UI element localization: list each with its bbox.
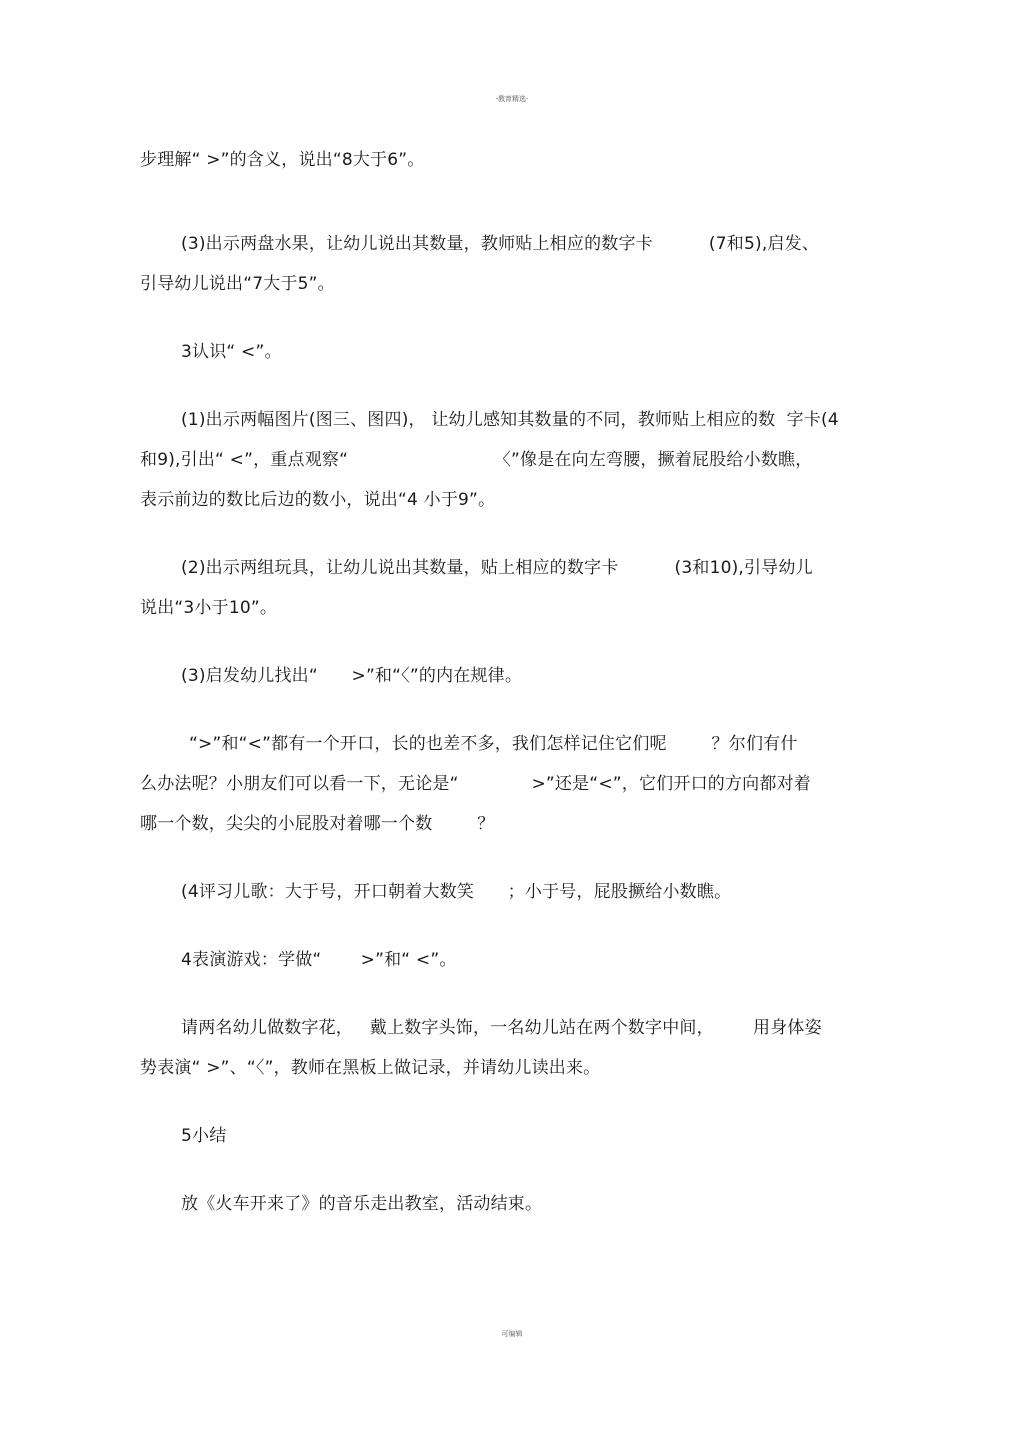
- text-line: (4评习儿歌：大于号，开口朝着大数笑 ；小于号，屁股撅给小数瞧。: [181, 882, 732, 902]
- text-line: (1)出示两幅图片(图三、图四)， 让幼儿感知其数量的不同，教师贴上相应的数 字卡(4: [181, 410, 839, 430]
- text-line: 么办法呢？小朋友们可以看一下，无论是“ >”还是“<”，它们开口的方向都对着: [140, 774, 811, 794]
- text-line: (3)出示两盘水果，让幼儿说出其数量，教师贴上相应的数字卡 (7和5),启发、: [181, 234, 820, 254]
- text-line: 步理解“ >”的含义，说出“8大于6”。: [140, 150, 425, 170]
- text-line: (2)出示两组玩具，让幼儿说出其数量，贴上相应的数字卡 (3和10),引导幼儿: [181, 558, 813, 578]
- text-line: 请两名幼儿做数字花， 戴上数字头饰，一名幼儿站在两个数字中间， 用身体姿: [181, 1018, 822, 1038]
- text-line: (3)启发幼儿找出“ >”和“〈”的内在规律。: [181, 666, 523, 686]
- text-line: 哪一个数，尖尖的小屁股对着哪一个数 ？: [140, 814, 495, 834]
- text-line: 说出“3小于10”。: [140, 598, 278, 618]
- text-line: 和9),引出“ <”，重点观察“ 〈”像是在向左弯腰，撅着屁股给小数瞧，: [140, 450, 813, 470]
- page-header: -教育精选-: [495, 95, 529, 103]
- text-line: 势表演“ >”、“〈”，教师在黑板上做记录，并请幼儿读出来。: [140, 1058, 601, 1078]
- text-line: 引导幼儿说出“7大于5”。: [140, 274, 335, 294]
- text-line: 表示前边的数比后边的数小，说出“4 小于9”。: [140, 490, 496, 510]
- section-heading: 3认识“ <”。: [181, 342, 282, 362]
- section-heading: 4表演游戏：学做“ >”和“ <”。: [181, 950, 457, 970]
- section-heading: 5小结: [181, 1126, 227, 1146]
- text-line: 放《火车开来了》的音乐走出教室，活动结束。: [181, 1194, 543, 1214]
- page-footer: 可编辑: [501, 1330, 523, 1338]
- text-line: “>”和“<”都有一个开口，长的也差不多，我们怎样记住它们呢 ？尔们有什: [189, 734, 798, 754]
